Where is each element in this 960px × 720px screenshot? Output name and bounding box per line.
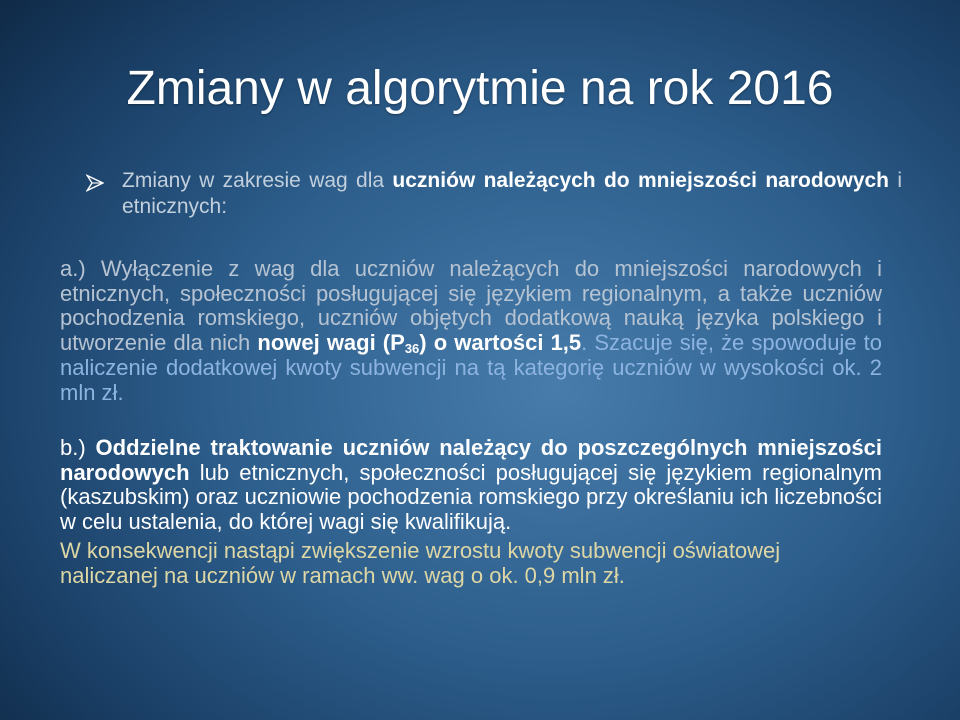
point-a-estimate-note: . Szacuje się, że spowoduje to naliczenie dodatkowej kwoty subwencji na tą kategorię uczniów w wysokości ok. 2 mln zł. [60,330,882,405]
point-a-new-weight [257,330,581,355]
point-a-new-weight-suffix: ) o wartości 1,5 [419,330,582,356]
bullet-text-ending: i etnicznych: [122,169,903,218]
bullet-text [122,168,902,220]
point-b-text: lub etnicznych, społeczności posługującej się językiem regionalnym (kaszubskim) oraz uczniowie pochodzenia romskiego przy określaniu ich liczebności w celu ustalenia, do której wagi się kwalifikują. [60,459,882,534]
point-a-new-weight-subscript: 36 [404,341,420,357]
bullet-text-emphasis: uczniów należących do mniejszości narodowych [392,169,890,192]
point-a-intro: a.) Wyłączenie z wag dla uczniów należących do mniejszości narodowych i etnicznych, społeczności posługującej się językiem regionalnym, a także uczniów pochodzenia romskiego, uczniów objętych dodatkową nauką języka polskiego i utworzenie dla nich [60,256,882,356]
point-b-paragraph [60,436,882,534]
arrow-bullet-icon [86,174,104,192]
bullet-text-intro: Zmiany w zakresie wag dla [122,169,393,192]
slide-title: Zmiany w algorytmie na rok 2016 [126,62,834,115]
point-b-emphasis: Oddzielne traktowanie uczniów należący do poszczególnych mniejszości narodowych [60,435,882,485]
point-a-paragraph [60,257,882,405]
point-a-new-weight-prefix: nowej wagi (P [257,330,405,356]
point-b-label: b.) [60,435,96,460]
conclusion-paragraph: W konsekwencji nastąpi zwiększenie wzrostu kwoty subwencji oświatowej naliczanej na uczniów w ramach ww. wag o ok. 0,9 mln zł. [60,538,781,588]
